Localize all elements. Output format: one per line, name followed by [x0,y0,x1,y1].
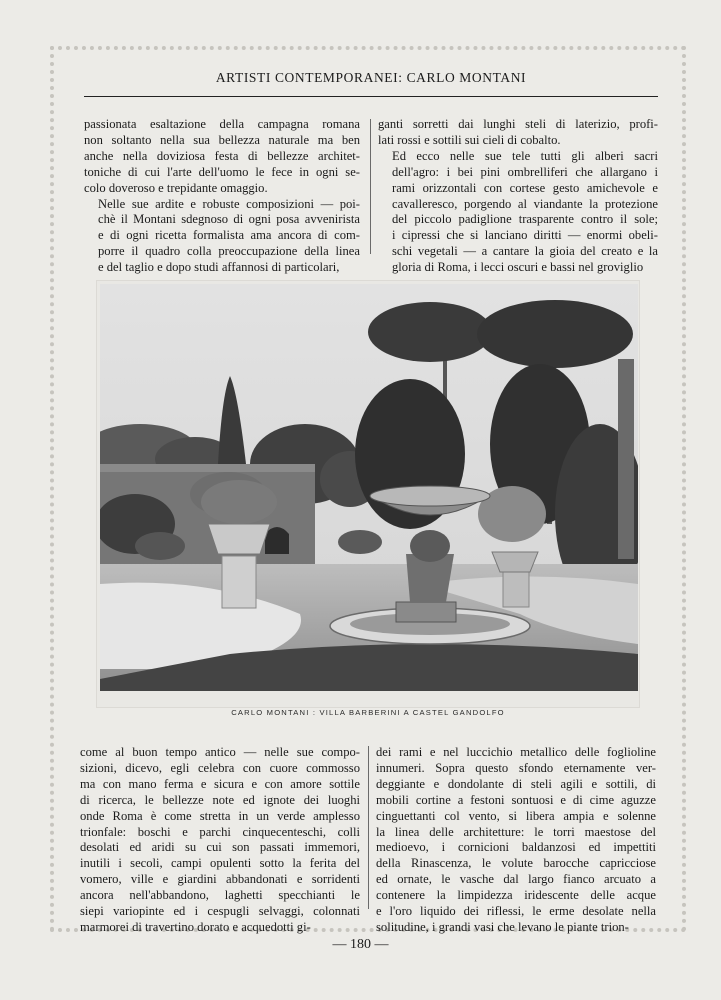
text-line: solitudine, i grandi vasi che levano le piante trion- [376,919,629,934]
text-line: e di ogni ricetta formalista ama ancora di com- [98,228,360,243]
column-divider [368,746,369,909]
painting-image [100,284,638,691]
text-line: ganti sorretti dai lunghi steli di laterizio, profi- [378,117,658,131]
text-line: sizioni, dicevo, egli celebra con cuore commosso [80,760,360,775]
column-divider [370,119,371,254]
text-line: come al buon tempo antico — nelle sue compo- [80,745,360,759]
text-line: Nelle sue ardite e robuste composizioni — poi- [98,196,360,211]
text-line: toniche di cui l'arte dell'uomo le fece in ogni se- [84,164,360,179]
running-header: ARTISTI CONTEMPORANEI: CARLO MONTANI [215,70,527,85]
text-line: e del taglio e dopo studi affannosi di particolari, [98,260,340,275]
text-line: medioevo, i cornicioni baldanzosi ed impettiti [376,840,656,855]
text-line: desolati ed aridi su cui son passati immemori, [80,840,360,855]
text-line: vomero, ville e giardini abbandonati e sorridenti [80,872,360,887]
text-line: di ricerca, le bellezze note ed ignote dei luoghi [80,792,360,807]
text-line: del piccolo padiglione trasparente contro il sole; [392,212,658,227]
text-line: Ed ecco nelle sue tele tutti gli alberi sacri [392,148,658,163]
text-line: siepi variopinte ed i cespugli selvaggi, colonnati [80,904,360,919]
text-line: inutili i secoli, campi opulenti sotto la ferita del [80,856,360,871]
text-line: trionfale: boschi e parchi cinquecenteschi, colli [80,824,360,839]
text-line: colo doveroso e trepidante omaggio. [84,180,268,195]
text-line: rami orizzontali con cortese gesto amichevole e [392,180,658,195]
paragraph [84,197,360,277]
text-line: la linea delle architetture: le torri maestose del [376,824,656,839]
text-line: della Rinascenza, le volute barocche capricciose [376,856,656,871]
text-line: anche nella doviziosa festa di bellezze architet- [84,148,360,163]
text-line: porre il quadro colla preoccupazione della linea [98,244,360,259]
text-line: gloria di Roma, i lecci oscuri e bassi nel groviglio [392,260,644,275]
figure-caption: CARLO MONTANI : VILLA BARBERINI A CASTEL GANDOLFO [231,708,505,717]
paragraph [378,117,658,149]
text-line: non soltanto nella sua bellezza naturale ma ben [84,132,360,147]
text-line: ed ornate, le vasche dal largo fianco arcuato a [376,872,656,887]
text-line: deggiante e dondolante di steli agili e sottili, di [376,776,656,791]
text-line: ancora nell'abbandono, laghetti specchianti le [80,888,360,903]
text-line: onde Roma è come stretta in un verde amplesso [80,808,360,823]
text-column-top-left [84,117,360,276]
text-line: dell'agro: i bei pini ombrelliferi che allargano i [392,164,658,179]
text-column-bottom-left [80,745,360,936]
paragraph [84,117,360,197]
text-column-bottom-right [376,745,656,936]
text-line: ma con mano ferma e sicura e con amore sottile [80,776,360,791]
paragraph [376,745,656,936]
text-line: passionata esaltazione della campagna romana [84,117,360,131]
text-line: lati rossi e sottili sui cieli di cobalto. [378,132,561,147]
text-line: marmorei di travertino dorato e acquedotti gi- [80,919,311,934]
page-number: — 180 — [332,937,389,952]
paragraph [80,745,360,936]
text-line: cavalleresco, porgendo al viandante la protezione [392,196,658,211]
text-line: chè il Montani sdegnoso di ogni posa avvenirista [98,212,360,227]
text-column-top-right [378,117,658,276]
text-line: mobili cortine a festoni sontuosi e di cime aguzze [376,792,656,807]
text-line: e l'oro liquido dei riflessi, le erme desolate nella [376,904,656,919]
text-line: i cipressi che si lanciano diritti — enormi obeli- [392,228,658,243]
text-line: cinguettanti col vento, si libera ampia e solenne [376,808,656,823]
text-line: innumeri. Sopra questo sfondo eternamente ver- [376,760,656,775]
text-line: contenere la limpidezza iridescente delle acque [376,888,656,903]
header-rule [84,96,658,97]
paragraph [378,149,658,276]
text-line: schi vegetali — a cantare la gioia del creato e la [392,244,658,259]
text-line: dei rami e nel luccichio metallico delle foglioline [376,745,656,759]
